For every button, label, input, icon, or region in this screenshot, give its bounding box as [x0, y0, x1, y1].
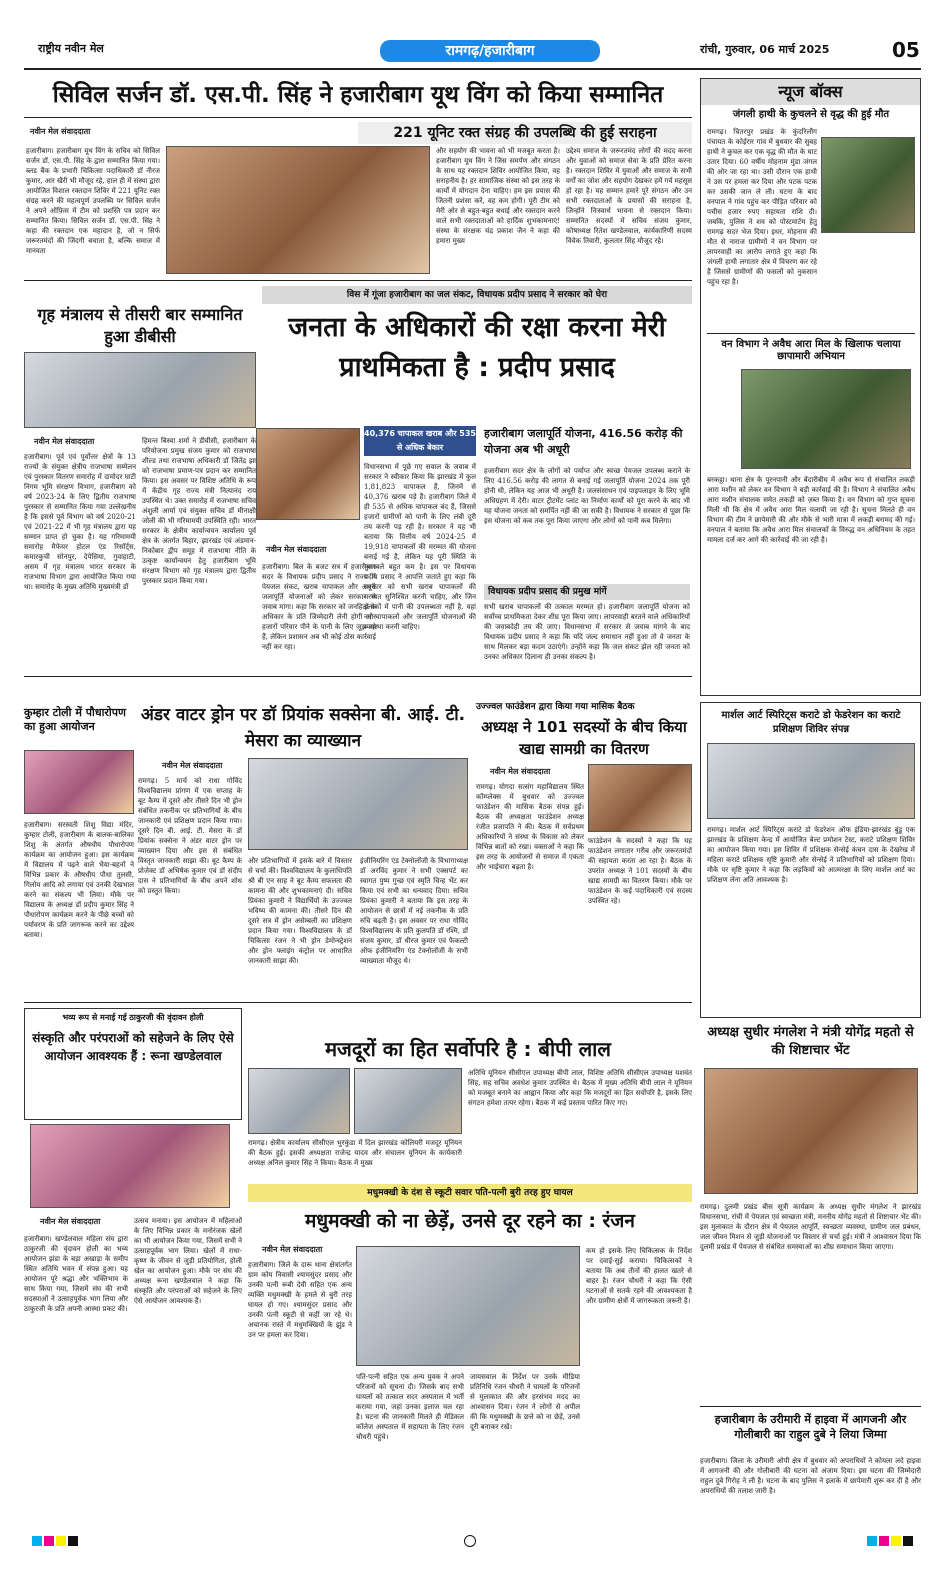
bp-lal-text1: रामगढ़। क्षेत्रीय कार्यालय सीसीएल भुरकुंडा में दिल झारखंड कोलियरी मजदूर यूनियन की बैठक हुई। इसकी अध्यक्षता राजेन्द्र यादव और संचालन यूनियन के कार्यकारी अध्यक्ष अनिल कुमार सिंह ने किया। बैठक में मुख्य: [248, 1139, 462, 1167]
drone-headline: अंडर वाटर ड्रोन पर डॉ प्रियांक सक्सेना बी. आई. टी. मेसरा का व्याख्यान: [140, 705, 466, 751]
pradeep-stat-box: 40,376 चापाकल खराब और 535 से अधिक बेकार: [364, 426, 476, 456]
saw-mill-headline: वन विभाग ने अवैध आरा मिल के खिलाफ चलाया छापामारी अभियान: [721, 339, 901, 362]
elephant-headline: जंगली हाथी के कुचलने से वृद्ध की हुई मौत: [732, 109, 890, 120]
lead-col3: उद्देश्य समाज के जरूरतमंद लोगों की मदद करना और युवाओं को समाज सेवा के प्रति प्रेरित करना है। रक्तदान शिविर में युवाओं और समाज के सभी वर्गों का जोश और सहयोग देखकर हमें गर्व महसूस हो रहा है। यह सम्मान हमारे पूरे संगठन और उन सभी रक्तदाताओं के प्रयासों की सराहना है, जिन्होंने निःस्वार्थ भावना से रक्तदान किया। सम्मानित सदस्यों में सचिव संजय कुमार, कोषाध्यक्ष रितेश खण्डेलवाल, कार्यकारिणी सदस्य विवेक तिवारी, कुलतार सिंह मौजूद रहे।: [566, 147, 692, 245]
reg-cyan-r: [867, 1536, 877, 1546]
elephant-photo: [821, 137, 915, 233]
martial-photo: [707, 743, 915, 819]
sanskriti-photo: [30, 1124, 230, 1208]
news-box-title: न्यूज बॉक्स: [701, 79, 920, 105]
yogendra-headline: अध्यक्ष सुधीर मंगलेश ने मंत्री योगेंद्र महतो से की शिष्टाचार भेंट: [707, 1025, 914, 1058]
pradeep-demands-head: विधायक प्रदीप प्रसाद की प्रमुख मांगें: [484, 584, 690, 600]
home-ministry-photo: [24, 352, 256, 428]
sanskriti-byline: नवीन मेल संवाददाता: [40, 1217, 101, 1226]
pradeep-col3: हजारीबाग सदर क्षेत्र के लोगों को पर्याप्त और स्वच्छ पेयजल उपलब्ध कराने के लिए 416.56 करोड़ की लागत से बनाई गई जलापूर्ति योजना 2024 तक पूरी होनी थी, लेकिन यह आज भी अधूरी है। जलसंसाधन एवं पाइपलाइन के लिए भूमि अधिग्रहण में देरी। वाटर ट्रीटमेंट प्लांट का निर्माण कार्यों को पूरा करने के बाद भी यह योजना जनता को समर्पित नहीं की जा सकी है। विधायक ने सरकार से पूछा कि इस योजना को कब तक पूरा किया जाएगा और लोगों को पानी कब मिलेगा।: [484, 467, 690, 525]
section-band: रामगढ़/हजारीबाग: [380, 40, 600, 62]
yogendra-rule: [700, 1406, 921, 1407]
pradeep-col1: हजारीबाग। बिल के बजट सत्र में हजारीबाग सदर के विधायक प्रदीप प्रसाद ने राज्य में पेयजल संकट, खराब चापाकल और अधूरी जलापूर्ति योजनाओं को लेकर सरकार से जवाब मांगा। कहा कि सरकार को जनहितों के अधिकार के प्रति जिम्मेदारी लेनी होगी और हजारों परिवार पीने के पानी के लिए जूझ रहे हैं, लेकिन प्रशासन अब भी कोई ठोस कार्रवाई नहीं कर रहा।: [262, 563, 376, 651]
pradeep-photo: [256, 428, 360, 520]
reg-center-target: [464, 1535, 476, 1547]
lead-subhead: 221 यूनिट रक्त संग्रह की उपलब्धि की हुई सराहना: [358, 122, 692, 144]
sanskriti-headline: संस्कृति और परंपराओं को सहेजने के लिए ऐसे आयोजन आवश्यक हैं : रूना खण्डेलवाल: [32, 1031, 234, 1063]
reg-yellow: [56, 1536, 66, 1546]
drone-photo: [248, 758, 468, 850]
yogendra-text: रामगढ़। दुलमी प्रखंड बीस सूत्री कार्यक्रम के अध्यक्ष सुधीर मंगलेश ने झारखंड विधानसभा, रांची में पेयजल एवं स्वच्छता मंत्री, मननीय योगेंद्र महतो से शिष्टाचार भेंट की। इस मुलाकात के दौरान क्षेत्र में पेयजल आपूर्ति, स्वच्छता व्यवस्था, ग्रामीण जल प्रबंधन, जल जीवन मिशन से जुड़ी योजनाओं पर विस्तार से चर्चा हुई। मंत्री ने आश्वासन दिया कि दुलमी प्रखंड में पेयजल से संबंधित समस्याओं का शीघ्र समाधान किया जाएगा।: [700, 1203, 921, 1251]
kumhar-photo: [24, 750, 134, 814]
drone-col2: और प्रतिभागियों में इसके बारे में विस्तार से चर्चा की। विश्वविद्यालय के कुलाधिपति श्री बी एन साह ने बूट कैम्प सफलता की कामना की और शुभकामनाएं दी। सचिव प्रियंका कुमारी ने विद्यार्थियों के उज्ज्वल भविष्य की कामना की। तीसरे दिन की दूसरे सत्र में ड्रोन असेम्बली का प्रशिक्षण प्रदान किया गया। विश्वविद्यालय के डॉ चिकित्सा रंजन ने भी ड्रोन डेमोन्स्ट्रेशन और ड्रोन फ्लाइंग कंट्रोल पर आधारित जानकारी साझा की।: [248, 857, 352, 965]
drone-col1: रामगढ़। 5 मार्च को राधा गोविंद विश्वविद्यालय प्रांगण में एक सप्ताह के बूट कैम्प में दूसरे और तीसरे दिन भी ड्रोन संबंधित तकनीक पर प्रतिभागियों के बीच जानकारी एवं प्रशिक्षण प्रदान किया गया। दूसरे दिन बी. आई. टी. मेसरा के डॉ प्रियांक सक्सेना ने अंडर वाटर ड्रोन पर व्याख्यान दिया और इस से संबंधित विस्तृत जानकारी साझा की। बूट कैम्प के प्रोजेक्ट डॉ अभिषेक कुमार एवं डॉ संदीप दास ने प्रतिभागियों के बीच अपने शोध को प्रस्तुत किया।: [138, 777, 242, 895]
kumhar-text: हजारीबाग। सरस्वती शिशु विद्या मंदिर, कुम्हार टोली, हजारीबाग के बालक-बालिका शिशु के अंतर्गत औषधीय पौधारोपण कार्यक्रम का आयोजन हुआ। इस कार्यक्रम में विद्यालय में पढ़ने वाले भैया-बहनों ने विभिन्न प्रकार के औषधीय पौधा तुलसी, गिलोय आदि को लगाया एवं उनकी देखभाल करने का संकल्प भी लिया। मौके पर विद्यालय के अध्यक्ष डॉ प्रदीप कुमार सिंह ने पौधारोपण कार्यक्रम करने के पीछे बच्चों को पर्यावरण के प्रति जागरूक करने का उद्देश्य बताया।: [24, 821, 134, 939]
sanskriti-col1: हजारीबाग। खण्डेलवाल महिला संघ द्वारा ठाकुरजी की वृंदावन होली का भव्य आयोजन झंडा के बड़ा अखाड़ा के समीप स्थित अतिथि भवन में संपन्न हुआ। यह आयोजन पूरे श्रद्धा और भक्तिभाव के साथ किया गया, जिसमें संघ की सभी सदस्याओं ने उत्साहपूर्वक भाग लिया और ठाकुरजी के प्रति अपनी आस्था प्रकट की।: [24, 1235, 128, 1313]
masthead-rule: [24, 68, 921, 70]
yogendra-photo: [704, 1068, 918, 1194]
home-ministry-byline: नवीन मेल संवाददाता: [34, 437, 95, 446]
lead-col2: और सहयोग की भावना को भी मजबूत करता है। हजारीबाग यूथ विंग ने जिस समर्पण और संगठन के साथ यह रक्तदान शिविर आयोजित किया, वह सराहनीय है। हर सामाजिक संस्था को इस तरह के कार्यों में योगदान देना चाहिए। हम इस प्रयास की जितनी प्रशंसा करें, वह कम होगी। पूरी टीम को मेरी ओर से बहुत-बहुत बधाई और रक्तदान करने वाले सभी रक्तदाताओं को हार्दिक शुभकामनाएं! संस्था के संरक्षक चंद्र प्रकाश जैन ने कहा की हमारा मुख्य: [436, 147, 560, 245]
pradeep-col2: विधानसभा में पूछे गए सवाल के जवाब में सरकार ने स्वीकार किया कि झारखंड में कुल 1,81,823 चापाकल हैं, जिनमें से 40,376 खराब पड़े हैं। हजारीबाग जिले में ही 535 से अधिक चापाकल बंद हैं, जिससे हजारों ग्रामीणों को पानी के लिए लंबी दूरी तय करनी पड़ रही है। सरकार ने यह भी बताया कि वित्तीय वर्ष 2024-25 में 19,918 चापाकलों की मरम्मत की योजना बनाई गई है, लेकिन यह पूरी स्थिति के मुकाबले बहुत कम है। इस पर विधायक प्रदीप प्रसाद ने आपत्ति जताते हुए कहा कि सरकार को सभी खराब चापाकलों की मरम्मत सुनिश्चित करनी चाहिए, और जिन इलाकों में पानी की उपलब्धता नहीं है, वहां नए चापाकलों और जलापूर्ति योजनाओं की व्यवस्था करनी चाहिए।: [364, 463, 476, 631]
martial-text: रामगढ़। मार्शल आर्ट स्पिरिट्स कराटे डो फेडरेशन ऑफ इंडिया-झारखंड बुंडू एक झारखंड के प्रशिक्षण केन्द्र में आयोजित बेल्ट प्रमोशन टेस्ट, कराटे प्रशिक्षण शिविर का आयोजन किया गया। इस शिविर में प्रशिक्षक सेन्सेई कंचन दास के देखरेख में महिला कराटे प्रशिक्षक सृष्टि कुमारी और सेन्सेई ने प्रतिभागियों को प्रशिक्षण दिया। मौके पर सृष्टि कुमार ने कहा कि लड़कियों को आत्मरक्षा के लिए मार्शल आर्ट का प्रशिक्षण लेना अति आवश्यक है।: [707, 826, 915, 884]
pradeep-demands-text: सभी खराब चापाकलों की तत्काल मरम्मत हो। हजारीबाग जलापूर्ति योजना को सर्वोच्च प्राथमिकता देकर शीघ्र पूरा किया जाए। लापरवाही बरतने वाले अधिकारियों की जवाबदेही तय की जाए। विधानसभा में सरकार से जवाब मांगने के बाद विधायक प्रदीप प्रसाद ने कहा कि यदि जल्द समाधान नहीं हुआ तो वे जनता के साथ मिलकर बड़ा कदम उठाएंगे। उन्होंने कहा कि जल संकट झेल रही जनता को उनका अधिकार दिलाना ही उनका संकल्प है।: [484, 603, 690, 661]
registration-bar: [24, 1534, 921, 1548]
reg-magenta-r: [879, 1536, 889, 1546]
sanskriti-box: [24, 1008, 242, 1120]
saw-mill-text: बरकट्ठा। थाना क्षेत्र के पूरनपानी और बेंदारीबीघ में अवैध रूप से संचालित लकड़ी आरा मशीन को लेकर वन विभाग ने बड़ी कार्रवाई की है। विभाग ने संचालित अवैध आरा मशीन संचालक समेत लकड़ी को ज़ब्त किया है। वन विभाग को गुप्त सूचना मिली थी कि क्षेत्र में अवैध आरा मिल चलायी जा रही है। सूचना मिलते ही वन विभाग की टीम ने छापेमारी की और मौके से भारी मात्रा में लकड़ी बरामद की गई। वनपाल ने बताया कि अवैध आरा मिल संचालकों के विरुद्ध वन अधिनियम के तहत मामला दर्ज कर आगे की कार्रवाई की जा रही है।: [707, 476, 915, 544]
drone-col3: इंजीनियरिंग एंड टेक्नोलॉजी के विभागाध्यक्ष डॉ अरविंद कुमार ने सभी एक्सपर्ट का स्वागत पुष्प गुच्छ एवं स्मृति चिन्ह भेंट कर किया एवं सभी का धन्यवाद दिया। सचिव प्रियंका कुमारी ने बताया कि इस तरह के आयोजन से छात्रों में नई तकनीक के प्रति रुचि बढ़ती है। इस अवसर पर राधा गोविंद विश्वविद्यालय के प्रति कुलपति डॉ रश्मि, डॉ संजय कुमार, डॉ धीरज कुमार एवं फैकल्टी ऑफ इंजीनियरिंग एंड टेक्नोलॉजी के सभी व्याख्याता मौजूद थे।: [360, 857, 468, 965]
martial-headline: मार्शल आर्ट स्पिरिट्स कराटे डो फेडरेशन का कराटे प्रशिक्षण शिविर संपन्न: [721, 710, 901, 735]
madhumakkhi-byline: नवीन मेल संवाददाता: [262, 1245, 323, 1254]
lead-col1: हजारीबाग। हजारीबाग यूथ विंग के सचिव को सिविल सर्जन डॉ. एस.पी. सिंह के द्वारा सम्मानित किया गया। ब्लड बैंक के प्रभारी चिकित्सा पदाधिकारी डॉ नीरज कुमार, आर खैरी भी मौजूद रहे, हाल ही में संस्था द्वारा आयोजित विशाल रक्तदान शिविर में 221 यूनिट रक्त संग्रह करने की महत्वपूर्ण उपलब्धि पर सिविल सर्जन ने अपने ऑफ़िस में टीम को प्रशस्ति पत्र प्रदान कर सम्मानित किया। सिविल सर्जन डॉ. एस.पी. सिंह ने कहा की रक्तदान एक महादान है, जो न सिर्फ जरूरतमंदों की जिंदगी बचाता है, बल्कि समाज में मानवता: [26, 147, 160, 255]
reg-black: [68, 1536, 78, 1546]
urimari-headline: हजारीबाग के उरीमारी में हाइवा में आगजनी और गोलीबारी का राहुल दुबे ने लिया जिम्मा: [714, 1413, 907, 1441]
pradeep-kicker: विस में गूंजा हजारीबाग का जल संकट, विधायक प्रदीप प्रसाद ने सरकार को घेरा: [262, 286, 692, 304]
bp-lal-photo-2: [354, 1068, 462, 1134]
page-number: 05: [892, 38, 920, 62]
reg-cyan: [32, 1536, 42, 1546]
elephant-text-cont: [707, 239, 915, 327]
dateline: रांची, गुरुवार, 06 मार्च 2025: [700, 43, 830, 56]
news-box-rule: [707, 333, 915, 334]
elephant-text: रामगढ़। चितरपुर प्रखंड के कुंदरिलौंग पंचायत के कोईरार गांव में बुधवार की सुबह हाथी ने कुचल कर एक वृद्ध की मौत के घाट उतार दिया। 60 वर्षीय मोहनाम मुंडा जंगल की ओर जा रहा था। उसी दौरान एक हाथी ने उस पर हमला कर दिया और पटक पटक कर उसकी जान ले ली। घटना के बाद वनपाल ने गांव पहुंच कर पीड़ित परिवार को पचीस हजार रुपए सहायता राशि दी। जबकि, पुलिस ने शव को पोस्टमार्टम हेतु रामगढ़ सदर भेज दिया। इधर, मोहनाम की मौत से नाराज ग्रामीणों ने वन विभाग पर लापरवाही का आरोप लगाते हुए कहा कि जंगली हाथी लगातार क्षेत्र में विचरण कर रहे हैं जिससे ग्रामीणों की फसलों को नुकसान पहुंच रहा है।: [707, 128, 817, 286]
pradeep-byline: नवीन मेल संवाददाता: [266, 545, 327, 554]
ujjwal-col1: रामगढ़। योगदा सत्संग महाविद्यालय स्थित कॉम्प्लेक्स में बुधवार को उज्ज्वल फाउंडेशन की मासिक बैठक संपन्न हुई। बैठक की अध्यक्षता फाउंडेशन अध्यक्ष रंजीत प्रजापति ने की। बैठक में सर्वप्रथम अधिकारियों ने संस्था के विकास को लेकर विभिन्न बातों को रखा। वक्ताओं ने कहा कि इस तरह के आयोजनों से समाज में एकता और भाईचारा बढ़ता है।: [476, 783, 584, 871]
ujjwal-kicker: उज्ज्वल फाउंडेशन द्वारा किया गया मासिक बैठक: [476, 702, 635, 712]
ujjwal-photo: [588, 764, 692, 832]
martial-box: [700, 702, 921, 1018]
sanskriti-col2: उत्सव मनाया। इस आयोजन में महिलाओं के लिए विभिन्न प्रकार के मनोरंजक खेलों का भी आयोजन किया गया, जिसमें सभी ने उत्साहपूर्वक भाग लिया। खेलों में राधा-कृष्ण के जीवन से जुड़ी प्रतियोगिता, होली खेल का आयोजन हुआ। मौके पर संघ की अध्यक्ष रूना खण्डेलवाल ने कहा कि संस्कृति और परंपराओं को सहेजने के लिए ऐसे आयोजन आवश्यक हैं।: [134, 1217, 242, 1305]
home-ministry-headline: गृह मंत्रालय से तीसरी बार सम्मानित हुआ डीबीसी: [37, 305, 243, 346]
lead-headline: सिविल सर्जन डॉ. एस.पी. सिंह ने हजारीबाग यूथ विंग को किया सम्मानित: [24, 76, 692, 118]
section-rule-2: [24, 1002, 692, 1003]
reg-yellow-r: [891, 1536, 901, 1546]
sanskriti-kicker: भव्य रूप से मनाई गई ठाकुरजी की वृंदावन होली: [62, 1013, 204, 1022]
urimari-text: हजारीबाग। जिला के उरीमारी ओपी क्षेत्र में बुधवार को अपराधियों ने कोयला लदे हाइवा में आगजनी की और गोलीबारी की घटना को अंजाम दिया। इस घटना की जिम्मेदारी राहुल दुबे गिरोह ने ली है। घटना के बाद पुलिस ने इलाके में छापेमारी शुरू कर दी है और अपराधियों की तलाश जारी है।: [700, 1457, 921, 1495]
ujjwal-col2: फाउंडेशन के सदस्यों ने कहा कि यह फाउंडेशन लगातार गरीब और जरूरतमंदों की सहायता करता आ रहा है। बैठक के उपरांत अध्यक्ष ने 101 सदस्यों के बीच खाद्य सामग्री का वितरण किया। मौके पर फाउंडेशन के कई पदाधिकारी एवं सदस्य उपस्थित रहे।: [588, 837, 692, 905]
madhumakkhi-photo: [356, 1246, 580, 1366]
madhumakkhi-headline: मधुमक्खी को ना छेड़ें, उनसे दूर रहने का : रंजन: [305, 1210, 635, 1232]
masthead: [20, 36, 925, 66]
madhumakkhi-col1: हजारीबाग। जिले के दारू थाना क्षेत्रांतर्गत ग्राम कोय निवासी श्यामसुंदर प्रसाद और उनकी पत्नी रूबी देवी सहित एक अन्य व्यक्ति मधुमक्खी के हमले से बुरी तरह घायल हो गए। श्यामसुंदर प्रसाद और उनकी पत्नी स्कूटी से कहीं जा रहे थे। अचानक रास्ते में मधुमक्खियों के झुंड ने उन पर हमला कर दिया।: [248, 1261, 352, 1339]
section-rule-1: [24, 676, 692, 677]
drone-byline: नवीन मेल संवाददाता: [162, 761, 223, 770]
saw-mill-photo: [741, 369, 911, 469]
reg-black-r: [903, 1536, 913, 1546]
logo: राष्ट्रीय नवीन मेल: [38, 42, 104, 55]
ujjwal-headline: अध्यक्ष ने 101 सदस्यों के बीच किया खाद्य सामग्री का वितरण: [481, 718, 687, 758]
lead-byline: नवीन मेल संवाददाता: [30, 127, 91, 136]
news-box: [700, 78, 921, 696]
lead-photo: [166, 146, 430, 274]
madhumakkhi-kicker: मधुमक्खी के दंश से स्कूटी सवार पति-पत्नी बुरी तरह हुए घायल: [248, 1184, 692, 1202]
madhumakkhi-col2: पति-पत्नी सहित एक अन्य युवक ने अपने परिजनों को सूचना दी। जिसके बाद सभी घायलों को तत्काल सदर अस्पताल में भर्ती कराया गया, जहां उनका इलाज चल रहा है। घटना की जानकारी मिलते ही मेडिकल कॉलेज अस्पताल में सहायता के लिए रंजन चौधरी पहुंचे।: [356, 1373, 464, 1441]
madhumakkhi-col4: कम हो इसके लिए चिकित्सक के निर्देश पर दवाई-सुई कराया। चिकित्सकों ने बताया कि अब तीनों की हालत खतरे से बाहर है। रंजन चौधरी ने कहा कि ऐसी घटनाओं से सतर्क रहने की आवश्यकता है और ग्रामीण क्षेत्रों में जागरूकता जरूरी है।: [586, 1247, 692, 1305]
bp-lal-text2: अतिथि यूनियन सीसीएल उपाध्यक्ष बीपी लाल, विशिष्ट अतिथि सीसीएल उपाध्यक्ष यशवंत सिंह, सह सचिव अवधेश कुमार उपस्थित थे। बैठक में मुख्य अतिथि बीपी लाल ने यूनियन को मजबूत बनाने का आह्वान किया और कहा कि मजदूरों का हित सर्वोपरि है, इसके लिए संगठन हमेशा तत्पर रहेगा। बैठक में कई प्रस्ताव पारित किए गए।: [468, 1069, 692, 1107]
ujjwal-byline: नवीन मेल संवाददाता: [490, 767, 551, 776]
pradeep-scheme-box: हजारीबाग जलापूर्ति योजना, 416.56 करोड़ की योजना अब भी अधूरी: [484, 427, 683, 456]
madhumakkhi-col3: जायसवाल के निर्देश पर उनके मीडिया प्रतिनिधि रंजन चौधरी ने घायलों के परिजनों से मुलाकात की और हरसंभव मदद का आश्वासन दिया। रंजन ने लोगों से अपील की कि मधुमक्खी के छत्ते को ना छेड़ें, उनसे दूरी बनाकर रखें।: [470, 1373, 580, 1431]
home-ministry-col2: हिमन्त बिस्वा शर्मा ने डीवीसी, हजारीबाग के परियोजना प्रमुख संजय कुमार को राजभाषा शील्ड तथा राजभाषा अधिकारी डॉ जितेंद्र झा को राजभाषा प्रमाण-पत्र प्रदान कर सम्मानित किया। इस अवसर पर विशिष्ट अतिथि के रूप में केंद्रीय गृह राज्य मंत्री नित्यानंद राय उपस्थित थे। उक्त समारोह में राजभाषा सचिव अंशुली आर्या एवं संयुक्त सचिव डॉ मीनाक्षी जोली की भी गरिमामयी उपस्थिति रही। भारत सरकार के क्षेत्रीय कार्यान्वयन कार्यालय पूर्व क्षेत्र के अंतर्गत बिहार, झारखंड एवं अंडमान-निकोबार द्वीप समूह में राजभाषा नीति के उत्कृष्ट कार्यान्वयन हेतु हजारीबाग भूमि संरक्षण विभाग को गृह मंत्रालय द्वारा द्वितीय पुरस्कार प्रदान किया गया।: [142, 437, 256, 585]
bp-lal-photo-1: [248, 1068, 350, 1134]
home-ministry-col1: हजारीबाग। पूर्व एवं पूर्वोत्तर क्षेत्रों के 13 राज्यों के संयुक्त क्षेत्रीय राजभाषा सम्मेलन एवं पुरस्कार वितरण समारोह में दामोदर घाटी निगम भूमि संरक्षण विभाग, हजारीबाग को वर्ष 2023-24 के लिए द्वितीय राजभाषा पुरस्कार से सम्मानित किया गया उल्लेखनीय है कि इससे पूर्व विभाग को वर्ष 2020-21 एवं 2021-22 में भी गृह मंत्रालय द्वारा यह सम्मान प्राप्त हो चुका है। यह गरिमामयी समारोह मैफेयर होटल एंड रिसॉर्ट्स, कमारकुची सोनपुर, देपेसिया, गुवाहाटी, असम में गृह मंत्रालय भारत सरकार के राजभाषा विभाग द्वारा आयोजित किया गया था। समारोह के मुख्य अतिथि मुख्यमंत्री डॉ: [24, 453, 136, 591]
reg-magenta: [44, 1536, 54, 1546]
pradeep-headline: जनता के अधिकारों की रक्षा करना मेरी प्राथमिकता है : प्रदीप प्रसाद: [288, 312, 666, 383]
kumhar-headline: कुम्हार टोली में पौधारोपण का हुआ आयोजन: [24, 706, 126, 733]
lead-rule: [24, 280, 692, 281]
bp-lal-headline: मजदूरों का हित सर्वोपरि है : बीपी लाल: [325, 1037, 611, 1061]
